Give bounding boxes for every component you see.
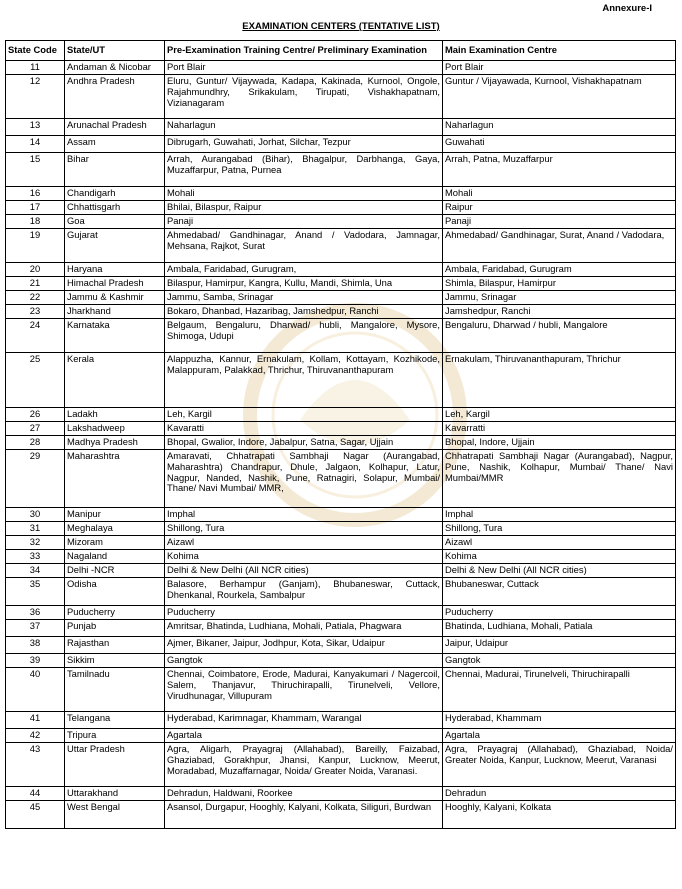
main-exam-centre-cell: Mohali	[443, 187, 676, 201]
state-code-cell: 20	[6, 263, 65, 277]
state-name-cell: Kerala	[65, 353, 165, 408]
column-header: Main Examination Centre	[443, 41, 676, 61]
pre-exam-centre-cell: Imphal	[165, 508, 443, 522]
pre-exam-centre-cell: Alappuzha, Kannur, Ernakulam, Kollam, Kottayam, Kozhikode, Malappuram, Palakkad, Thrichur, Thiruvananthapuram	[165, 353, 443, 408]
table-row	[6, 201, 676, 215]
main-exam-centre-cell: Raipur	[443, 201, 676, 215]
pre-exam-centre-cell: Chennai, Coimbatore, Erode, Madurai, Kanyakumari / Nagercoil, Salem, Thanjavur, Thiruchirapalli, Tirunelveli, Vellore, Virudhunagar, Villupuram	[165, 668, 443, 712]
table-row	[6, 319, 676, 353]
state-name-cell: Puducherry	[65, 606, 165, 620]
main-exam-centre-cell: Naharlagun	[443, 119, 676, 136]
table-row	[6, 277, 676, 291]
state-code-cell: 19	[6, 229, 65, 263]
pre-exam-centre-cell: Dehradun, Haldwani, Roorkee	[165, 787, 443, 801]
pre-exam-centre-cell: Arrah, Aurangabad (Bihar), Bhagalpur, Darbhanga, Gaya, Muzaffarpur, Patna, Purnea	[165, 153, 443, 187]
table-row	[6, 436, 676, 450]
state-code-cell: 23	[6, 305, 65, 319]
pre-exam-centre-cell: Aizawl	[165, 536, 443, 550]
state-name-cell: Nagaland	[65, 550, 165, 564]
state-code-cell: 40	[6, 668, 65, 712]
pre-exam-centre-cell: Agartala	[165, 729, 443, 743]
main-exam-centre-cell: Jamshedpur, Ranchi	[443, 305, 676, 319]
state-name-cell: Jammu & Kashmir	[65, 291, 165, 305]
pre-exam-centre-cell: Delhi & New Delhi (All NCR cities)	[165, 564, 443, 578]
table-row	[6, 712, 676, 729]
state-name-cell: West Bengal	[65, 801, 165, 829]
state-code-cell: 44	[6, 787, 65, 801]
table-row	[6, 508, 676, 522]
state-code-cell: 27	[6, 422, 65, 436]
pre-exam-centre-cell: Ajmer, Bikaner, Jaipur, Jodhpur, Kota, Sikar, Udaipur	[165, 637, 443, 654]
table-row	[6, 229, 676, 263]
main-exam-centre-cell: Dehradun	[443, 787, 676, 801]
pre-exam-centre-cell: Mohali	[165, 187, 443, 201]
main-exam-centre-cell: Ahmedabad/ Gandhinagar, Surat, Anand / Vadodara,	[443, 229, 676, 263]
state-code-cell: 17	[6, 201, 65, 215]
table-header-row	[6, 41, 676, 61]
table-row	[6, 536, 676, 550]
pre-exam-centre-cell: Bilaspur, Hamirpur, Kangra, Kullu, Mandi, Shimla, Una	[165, 277, 443, 291]
table-row	[6, 550, 676, 564]
column-header: Pre-Examination Training Centre/ Preliminary Examination	[165, 41, 443, 61]
pre-exam-centre-cell: Jammu, Samba, Srinagar	[165, 291, 443, 305]
pre-exam-centre-cell: Amaravati, Chhatrapati Sambhaji Nagar (Aurangabad, Maharashtra) Chandrapur, Dhule, Jalgaon, Kolhapur, Latur, Nagpur, Nanded, Nashik, Pune, Ratnagiri, Solapur, Mumbai/ Thane/ Navi Mumbai/ MMR,	[165, 450, 443, 508]
main-exam-centre-cell: Puducherry	[443, 606, 676, 620]
pre-exam-centre-cell: Kohima	[165, 550, 443, 564]
state-name-cell: Uttar Pradesh	[65, 743, 165, 787]
main-exam-centre-cell: Bhopal, Indore, Ujjain	[443, 436, 676, 450]
main-exam-centre-cell: Arrah, Patna, Muzaffarpur	[443, 153, 676, 187]
table-row	[6, 637, 676, 654]
pre-exam-centre-cell: Port Blair	[165, 61, 443, 75]
table-row	[6, 578, 676, 606]
table-row	[6, 422, 676, 436]
pre-exam-centre-cell: Bokaro, Dhanbad, Hazaribag, Jamshedpur, Ranchi	[165, 305, 443, 319]
state-code-cell: 22	[6, 291, 65, 305]
main-exam-centre-cell: Ernakulam, Thiruvananthapuram, Thrichur	[443, 353, 676, 408]
state-code-cell: 37	[6, 620, 65, 637]
table-row	[6, 263, 676, 277]
main-exam-centre-cell: Hyderabad, Khammam	[443, 712, 676, 729]
state-code-cell: 21	[6, 277, 65, 291]
pre-exam-centre-cell: Hyderabad, Karimnagar, Khammam, Warangal	[165, 712, 443, 729]
state-name-cell: Manipur	[65, 508, 165, 522]
column-header: State Code	[6, 41, 65, 61]
main-exam-centre-cell: Guwahati	[443, 136, 676, 153]
state-code-cell: 32	[6, 536, 65, 550]
table-row	[6, 119, 676, 136]
state-code-cell: 35	[6, 578, 65, 606]
state-name-cell: Punjab	[65, 620, 165, 637]
main-exam-centre-cell: Imphal	[443, 508, 676, 522]
pre-exam-centre-cell: Amritsar, Bhatinda, Ludhiana, Mohali, Patiala, Phagwara	[165, 620, 443, 637]
main-exam-centre-cell: Kavarratti	[443, 422, 676, 436]
main-exam-centre-cell: Guntur / Vijayawada, Kurnool, Vishakhapatnam	[443, 75, 676, 119]
state-code-cell: 28	[6, 436, 65, 450]
main-exam-centre-cell: Agra, Prayagraj (Allahabad), Ghaziabad, Noida/ Greater Noida, Kanpur, Lucknow, Meerut, Varanasi	[443, 743, 676, 787]
state-name-cell: Andaman & Nicobar	[65, 61, 165, 75]
state-name-cell: Chandigarh	[65, 187, 165, 201]
main-exam-centre-cell: Hooghly, Kalyani, Kolkata	[443, 801, 676, 829]
exam-centers-table	[5, 40, 676, 829]
table-row	[6, 291, 676, 305]
state-name-cell: Uttarakhand	[65, 787, 165, 801]
main-exam-centre-cell: Aizawl	[443, 536, 676, 550]
pre-exam-centre-cell: Agra, Aligarh, Prayagraj (Allahabad), Bareilly, Faizabad, Ghaziabad, Gorakhpur, Jhansi, Kanpur, Lucknow, Meerut, Moradabad, Muzaffarnagar, Noida/ Greater Noida, Varanasi.	[165, 743, 443, 787]
main-exam-centre-cell: Chennai, Madurai, Tirunelveli, Thiruchirapalli	[443, 668, 676, 712]
pre-exam-centre-cell: Leh, Kargil	[165, 408, 443, 422]
main-exam-centre-cell: Port Blair	[443, 61, 676, 75]
state-name-cell: Maharashtra	[65, 450, 165, 508]
state-name-cell: Haryana	[65, 263, 165, 277]
table-row	[6, 450, 676, 508]
pre-exam-centre-cell: Kavaratti	[165, 422, 443, 436]
state-name-cell: Himachal Pradesh	[65, 277, 165, 291]
pre-exam-centre-cell: Gangtok	[165, 654, 443, 668]
state-name-cell: Jharkhand	[65, 305, 165, 319]
state-name-cell: Rajasthan	[65, 637, 165, 654]
main-exam-centre-cell: Panaji	[443, 215, 676, 229]
state-code-cell: 14	[6, 136, 65, 153]
table-row	[6, 305, 676, 319]
pre-exam-centre-cell: Ambala, Faridabad, Gurugram,	[165, 263, 443, 277]
state-code-cell: 42	[6, 729, 65, 743]
state-name-cell: Sikkim	[65, 654, 165, 668]
state-name-cell: Odisha	[65, 578, 165, 606]
table-row	[6, 61, 676, 75]
pre-exam-centre-cell: Eluru, Guntur/ Vijaywada, Kadapa, Kakinada, Kurnool, Ongole, Rajahmundhry, Srikakulam, Tirupati, Vishakhapatnam, Vizianagaram	[165, 75, 443, 119]
state-name-cell: Telangana	[65, 712, 165, 729]
pre-exam-centre-cell: Shillong, Tura	[165, 522, 443, 536]
pre-exam-centre-cell: Bhopal, Gwalior, Indore, Jabalpur, Satna, Sagar, Ujjain	[165, 436, 443, 450]
state-code-cell: 25	[6, 353, 65, 408]
pre-exam-centre-cell: Puducherry	[165, 606, 443, 620]
state-code-cell: 29	[6, 450, 65, 508]
column-header: State/UT	[65, 41, 165, 61]
table-row	[6, 801, 676, 829]
main-exam-centre-cell: Shillong, Tura	[443, 522, 676, 536]
state-code-cell: 41	[6, 712, 65, 729]
state-code-cell: 34	[6, 564, 65, 578]
state-name-cell: Madhya Pradesh	[65, 436, 165, 450]
document-title: EXAMINATION CENTERS (TENTATIVE LIST)	[242, 21, 440, 32]
pre-exam-centre-cell: Asansol, Durgapur, Hooghly, Kalyani, Kolkata, Siliguri, Burdwan	[165, 801, 443, 829]
state-name-cell: Mizoram	[65, 536, 165, 550]
main-exam-centre-cell: Kohima	[443, 550, 676, 564]
state-name-cell: Arunachal Pradesh	[65, 119, 165, 136]
state-code-cell: 45	[6, 801, 65, 829]
state-name-cell: Andhra Pradesh	[65, 75, 165, 119]
state-name-cell: Karnataka	[65, 319, 165, 353]
main-exam-centre-cell: Shimla, Bilaspur, Hamirpur	[443, 277, 676, 291]
table-row	[6, 564, 676, 578]
main-exam-centre-cell: Delhi & New Delhi (All NCR cities)	[443, 564, 676, 578]
state-code-cell: 18	[6, 215, 65, 229]
main-exam-centre-cell: Bengaluru, Dharwad / hubli, Mangalore	[443, 319, 676, 353]
main-exam-centre-cell: Bhatinda, Ludhiana, Mohali, Patiala	[443, 620, 676, 637]
state-code-cell: 24	[6, 319, 65, 353]
table-row	[6, 187, 676, 201]
main-exam-centre-cell: Gangtok	[443, 654, 676, 668]
pre-exam-centre-cell: Dibrugarh, Guwahati, Jorhat, Silchar, Tezpur	[165, 136, 443, 153]
main-exam-centre-cell: Jammu, Srinagar	[443, 291, 676, 305]
pre-exam-centre-cell: Naharlagun	[165, 119, 443, 136]
state-code-cell: 12	[6, 75, 65, 119]
table-row	[6, 743, 676, 787]
pre-exam-centre-cell: Belgaum, Bengaluru, Dharwad/ hubli, Mangalore, Mysore, Shimoga, Udupi	[165, 319, 443, 353]
table-row	[6, 75, 676, 119]
state-name-cell: Delhi -NCR	[65, 564, 165, 578]
table-row	[6, 136, 676, 153]
state-name-cell: Chhattisgarh	[65, 201, 165, 215]
state-code-cell: 11	[6, 61, 65, 75]
state-name-cell: Goa	[65, 215, 165, 229]
state-code-cell: 31	[6, 522, 65, 536]
table-row	[6, 620, 676, 637]
state-code-cell: 36	[6, 606, 65, 620]
table-row	[6, 522, 676, 536]
state-name-cell: Ladakh	[65, 408, 165, 422]
pre-exam-centre-cell: Bhilai, Bilaspur, Raipur	[165, 201, 443, 215]
state-name-cell: Lakshadweep	[65, 422, 165, 436]
main-exam-centre-cell: Agartala	[443, 729, 676, 743]
state-name-cell: Bihar	[65, 153, 165, 187]
main-exam-centre-cell: Leh, Kargil	[443, 408, 676, 422]
state-code-cell: 38	[6, 637, 65, 654]
annexure-label: Annexure-I	[602, 3, 652, 14]
table-row	[6, 408, 676, 422]
table-row	[6, 729, 676, 743]
state-code-cell: 33	[6, 550, 65, 564]
main-exam-centre-cell: Jaipur, Udaipur	[443, 637, 676, 654]
state-code-cell: 13	[6, 119, 65, 136]
main-exam-centre-cell: Ambala, Faridabad, Gurugram	[443, 263, 676, 277]
main-exam-centre-cell: Bhubaneswar, Cuttack	[443, 578, 676, 606]
state-name-cell: Tamilnadu	[65, 668, 165, 712]
state-name-cell: Meghalaya	[65, 522, 165, 536]
table-row	[6, 153, 676, 187]
state-name-cell: Assam	[65, 136, 165, 153]
state-code-cell: 16	[6, 187, 65, 201]
state-name-cell: Tripura	[65, 729, 165, 743]
table-row	[6, 654, 676, 668]
table-row	[6, 668, 676, 712]
pre-exam-centre-cell: Ahmedabad/ Gandhinagar, Anand / Vadodara, Jamnagar, Mehsana, Rajkot, Surat	[165, 229, 443, 263]
main-exam-centre-cell: Chhatrapati Sambhaji Nagar (Aurangabad), Nagpur, Pune, Nashik, Kolhapur, Mumbai/ Thane/ Navi Mumbai/MMR	[443, 450, 676, 508]
pre-exam-centre-cell: Panaji	[165, 215, 443, 229]
pre-exam-centre-cell: Balasore, Berhampur (Ganjam), Bhubaneswar, Cuttack, Dhenkanal, Rourkela, Sambalpur	[165, 578, 443, 606]
state-name-cell: Gujarat	[65, 229, 165, 263]
state-code-cell: 39	[6, 654, 65, 668]
state-code-cell: 30	[6, 508, 65, 522]
table-row	[6, 787, 676, 801]
state-code-cell: 43	[6, 743, 65, 787]
table-row	[6, 353, 676, 408]
table-row	[6, 606, 676, 620]
table-row	[6, 215, 676, 229]
state-code-cell: 26	[6, 408, 65, 422]
state-code-cell: 15	[6, 153, 65, 187]
